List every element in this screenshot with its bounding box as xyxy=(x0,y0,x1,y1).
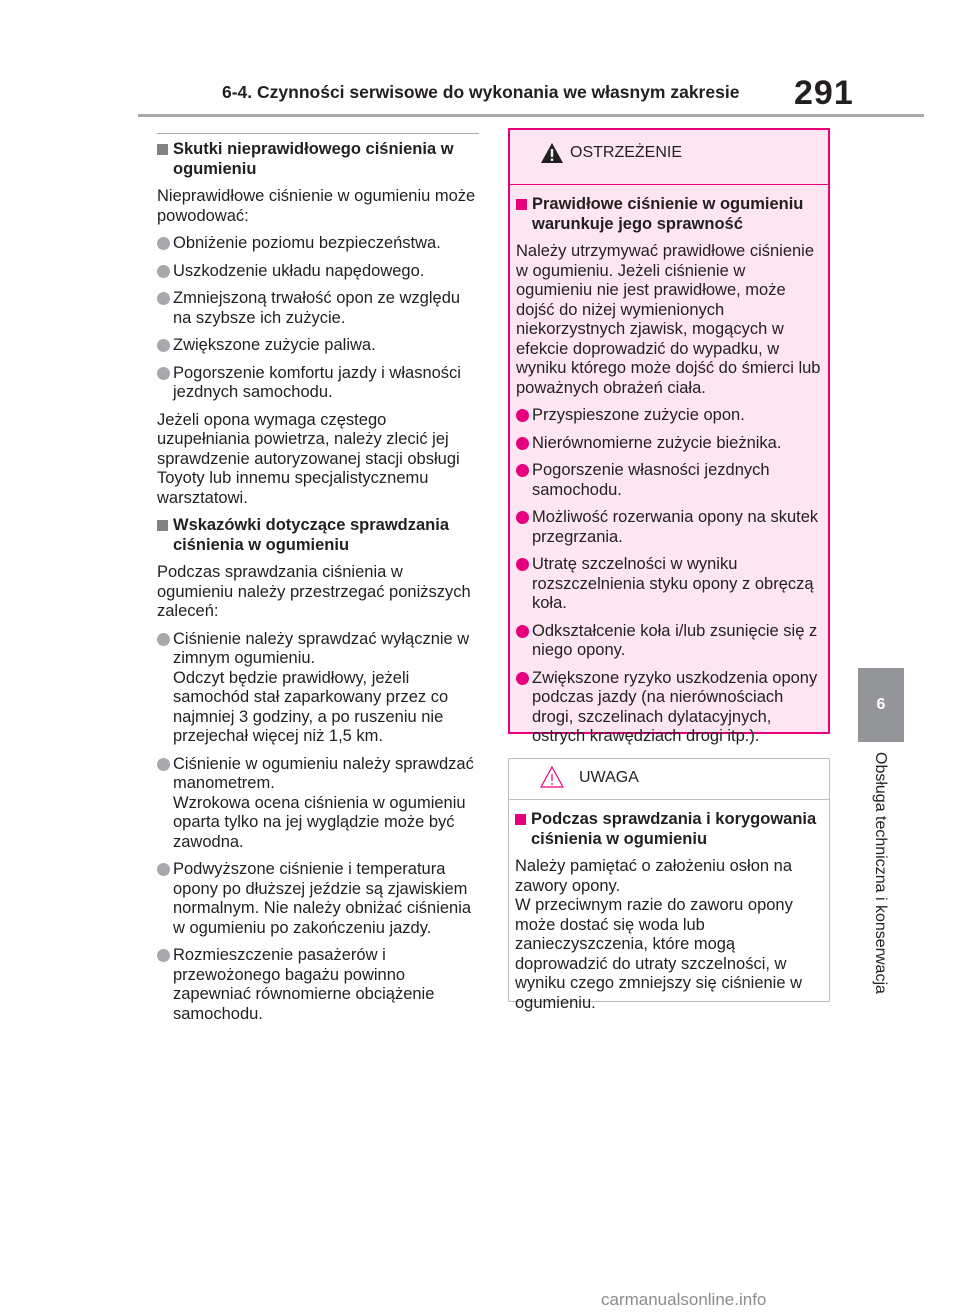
square-bullet-icon xyxy=(515,814,526,825)
circle-bullet-icon xyxy=(516,511,529,524)
page-number: 291 xyxy=(794,74,854,112)
square-bullet-icon xyxy=(516,199,527,210)
notice-heading: Podczas sprawdzania i korygowania ciśnienia w ogumieniu xyxy=(515,810,823,849)
notice-title: UWAGA xyxy=(579,769,639,786)
circle-bullet-icon xyxy=(157,633,170,646)
circle-bullet-icon xyxy=(157,949,170,962)
list-item: Zmniejszoną trwałość opon ze względu na szybsze ich zużycie. xyxy=(157,289,479,328)
warning-box xyxy=(508,128,830,745)
list-item: Ciśnienie należy sprawdzać wyłącznie w zimnym ogumieniu. Odczyt będzie prawidłowy, jeżeli samochód stał zaparkowany przez co najmniej 3 godziny, a po ruszeniu nie przejechał więcej niż 1,5 km. xyxy=(157,630,479,747)
circle-bullet-icon xyxy=(157,367,170,380)
list-item: Odkształcenie koła i/lub zsunięcie się z niego opony. xyxy=(516,622,822,661)
circle-bullet-icon xyxy=(157,237,170,250)
circle-bullet-icon xyxy=(516,558,529,571)
section-divider xyxy=(157,133,479,134)
paragraph: W przeciwnym razie do zaworu opony może dostać się woda lub zanieczyszczenia, które mogą doprowadzić do utraty szczelności, w wyniku czego zmniejszy się ciśnienie w ogumieniu. xyxy=(515,896,803,1012)
circle-bullet-icon xyxy=(516,625,529,638)
circle-bullet-icon xyxy=(516,464,529,477)
left-column xyxy=(157,133,479,1032)
list-item: Ciśnienie w ogumieniu należy sprawdzać manometrem. Wzrokowa ocena ciśnienia w ogumieniu oparta tylko na jej wyglądzie może być zawodna. xyxy=(157,755,479,853)
circle-bullet-icon xyxy=(157,758,170,771)
caution-triangle-icon xyxy=(539,765,565,794)
list-item: Podwyższone ciśnienie i temperatura opony po dłuższej jeździe są zjawiskiem normalnym. Nie należy obniżać ciśnienia w ogumieniu po zakończeniu jazdy. xyxy=(157,860,479,938)
section-heading: Skutki nieprawidłowego ciśnienia w ogumieniu xyxy=(157,140,479,179)
list-item: Rozmieszczenie pasażerów i przewożonego bagażu powinno zapewniać równomierne obciążenie samochodu. xyxy=(157,946,479,1024)
circle-bullet-icon xyxy=(157,292,170,305)
paragraph: Należy utrzymywać prawidłowe ciśnienie w ogumieniu. Jeżeli ciśnienie w ogumieniu nie jest prawidłowe, może dojść do niżej wymienionych niekorzystnych zjawisk, mogących w efekcie doprowadzić do wypadku, w wyniku którego może dojść do śmierci lub poważnych obrażeń ciała. xyxy=(516,242,821,397)
square-bullet-icon xyxy=(157,520,168,531)
list-item: Zwiększone zużycie paliwa. xyxy=(157,336,479,356)
circle-bullet-icon xyxy=(516,437,529,450)
paragraph: Podczas sprawdzania ciśnienia w ogumieniu należy przestrzegać poniższych zaleceń: xyxy=(157,563,471,620)
list-item: Zwiększone ryzyko uszkodzenia opony podczas jazdy (na nierównościach drogi, szczelinach dylatacyjnych, ostrych krawędziach drogi itp.). xyxy=(516,669,822,747)
circle-bullet-icon xyxy=(157,863,170,876)
watermark: carmanualsonline.info xyxy=(601,1290,767,1309)
paragraph: Nieprawidłowe ciśnienie w ogumieniu może powodować: xyxy=(157,187,476,225)
section-heading: Wskazówki dotyczące sprawdzania ciśnienia w ogumieniu xyxy=(157,516,479,555)
chapter-label: Obsługa techniczna i konserwacja xyxy=(872,752,889,994)
header-divider xyxy=(138,114,924,117)
warning-title: OSTRZEŻENIE xyxy=(570,144,683,161)
list-item: Pogorszenie komfortu jazdy i własności jezdnych samochodu. xyxy=(157,364,479,403)
list-item: Możliwość rozerwania opony na skutek przegrzania. xyxy=(516,508,822,547)
list-item: Nierównomierne zużycie bieżnika. xyxy=(516,434,822,454)
paragraph: Jeżeli opona wymaga częstego uzupełniania powietrza, należy zlecić jej sprawdzenie autoryzowanej stacji obsługi Toyoty lub innemu specjalistycznemu warsztatowi. xyxy=(157,410,460,507)
list-item: Pogorszenie własności jezdnych samochodu. xyxy=(516,461,822,500)
section-title: 6-4. Czynności serwisowe do wykonania we własnym zakresie xyxy=(222,82,740,102)
circle-bullet-icon xyxy=(516,672,529,685)
list-item: Przyspieszone zużycie opon. xyxy=(516,406,822,426)
chapter-tab: 6 xyxy=(858,668,904,742)
notice-header xyxy=(509,759,829,800)
square-bullet-icon xyxy=(157,144,168,155)
circle-bullet-icon xyxy=(157,265,170,278)
list-item: Uszkodzenie układu napędowego. xyxy=(157,262,479,282)
warning-triangle-icon xyxy=(540,142,564,169)
paragraph: Należy pamiętać o założeniu osłon na zawory opony. xyxy=(515,857,792,895)
circle-bullet-icon xyxy=(516,409,529,422)
warning-heading: Prawidłowe ciśnienie w ogumieniu warunkuje jego sprawność xyxy=(516,195,822,234)
warning-header xyxy=(510,130,828,185)
list-item: Utratę szczelności w wyniku rozszczelnienia styku opony z obręczą koła. xyxy=(516,555,822,614)
circle-bullet-icon xyxy=(157,339,170,352)
list-item: Obniżenie poziomu bezpieczeństwa. xyxy=(157,234,479,254)
notice-box xyxy=(508,758,830,1012)
